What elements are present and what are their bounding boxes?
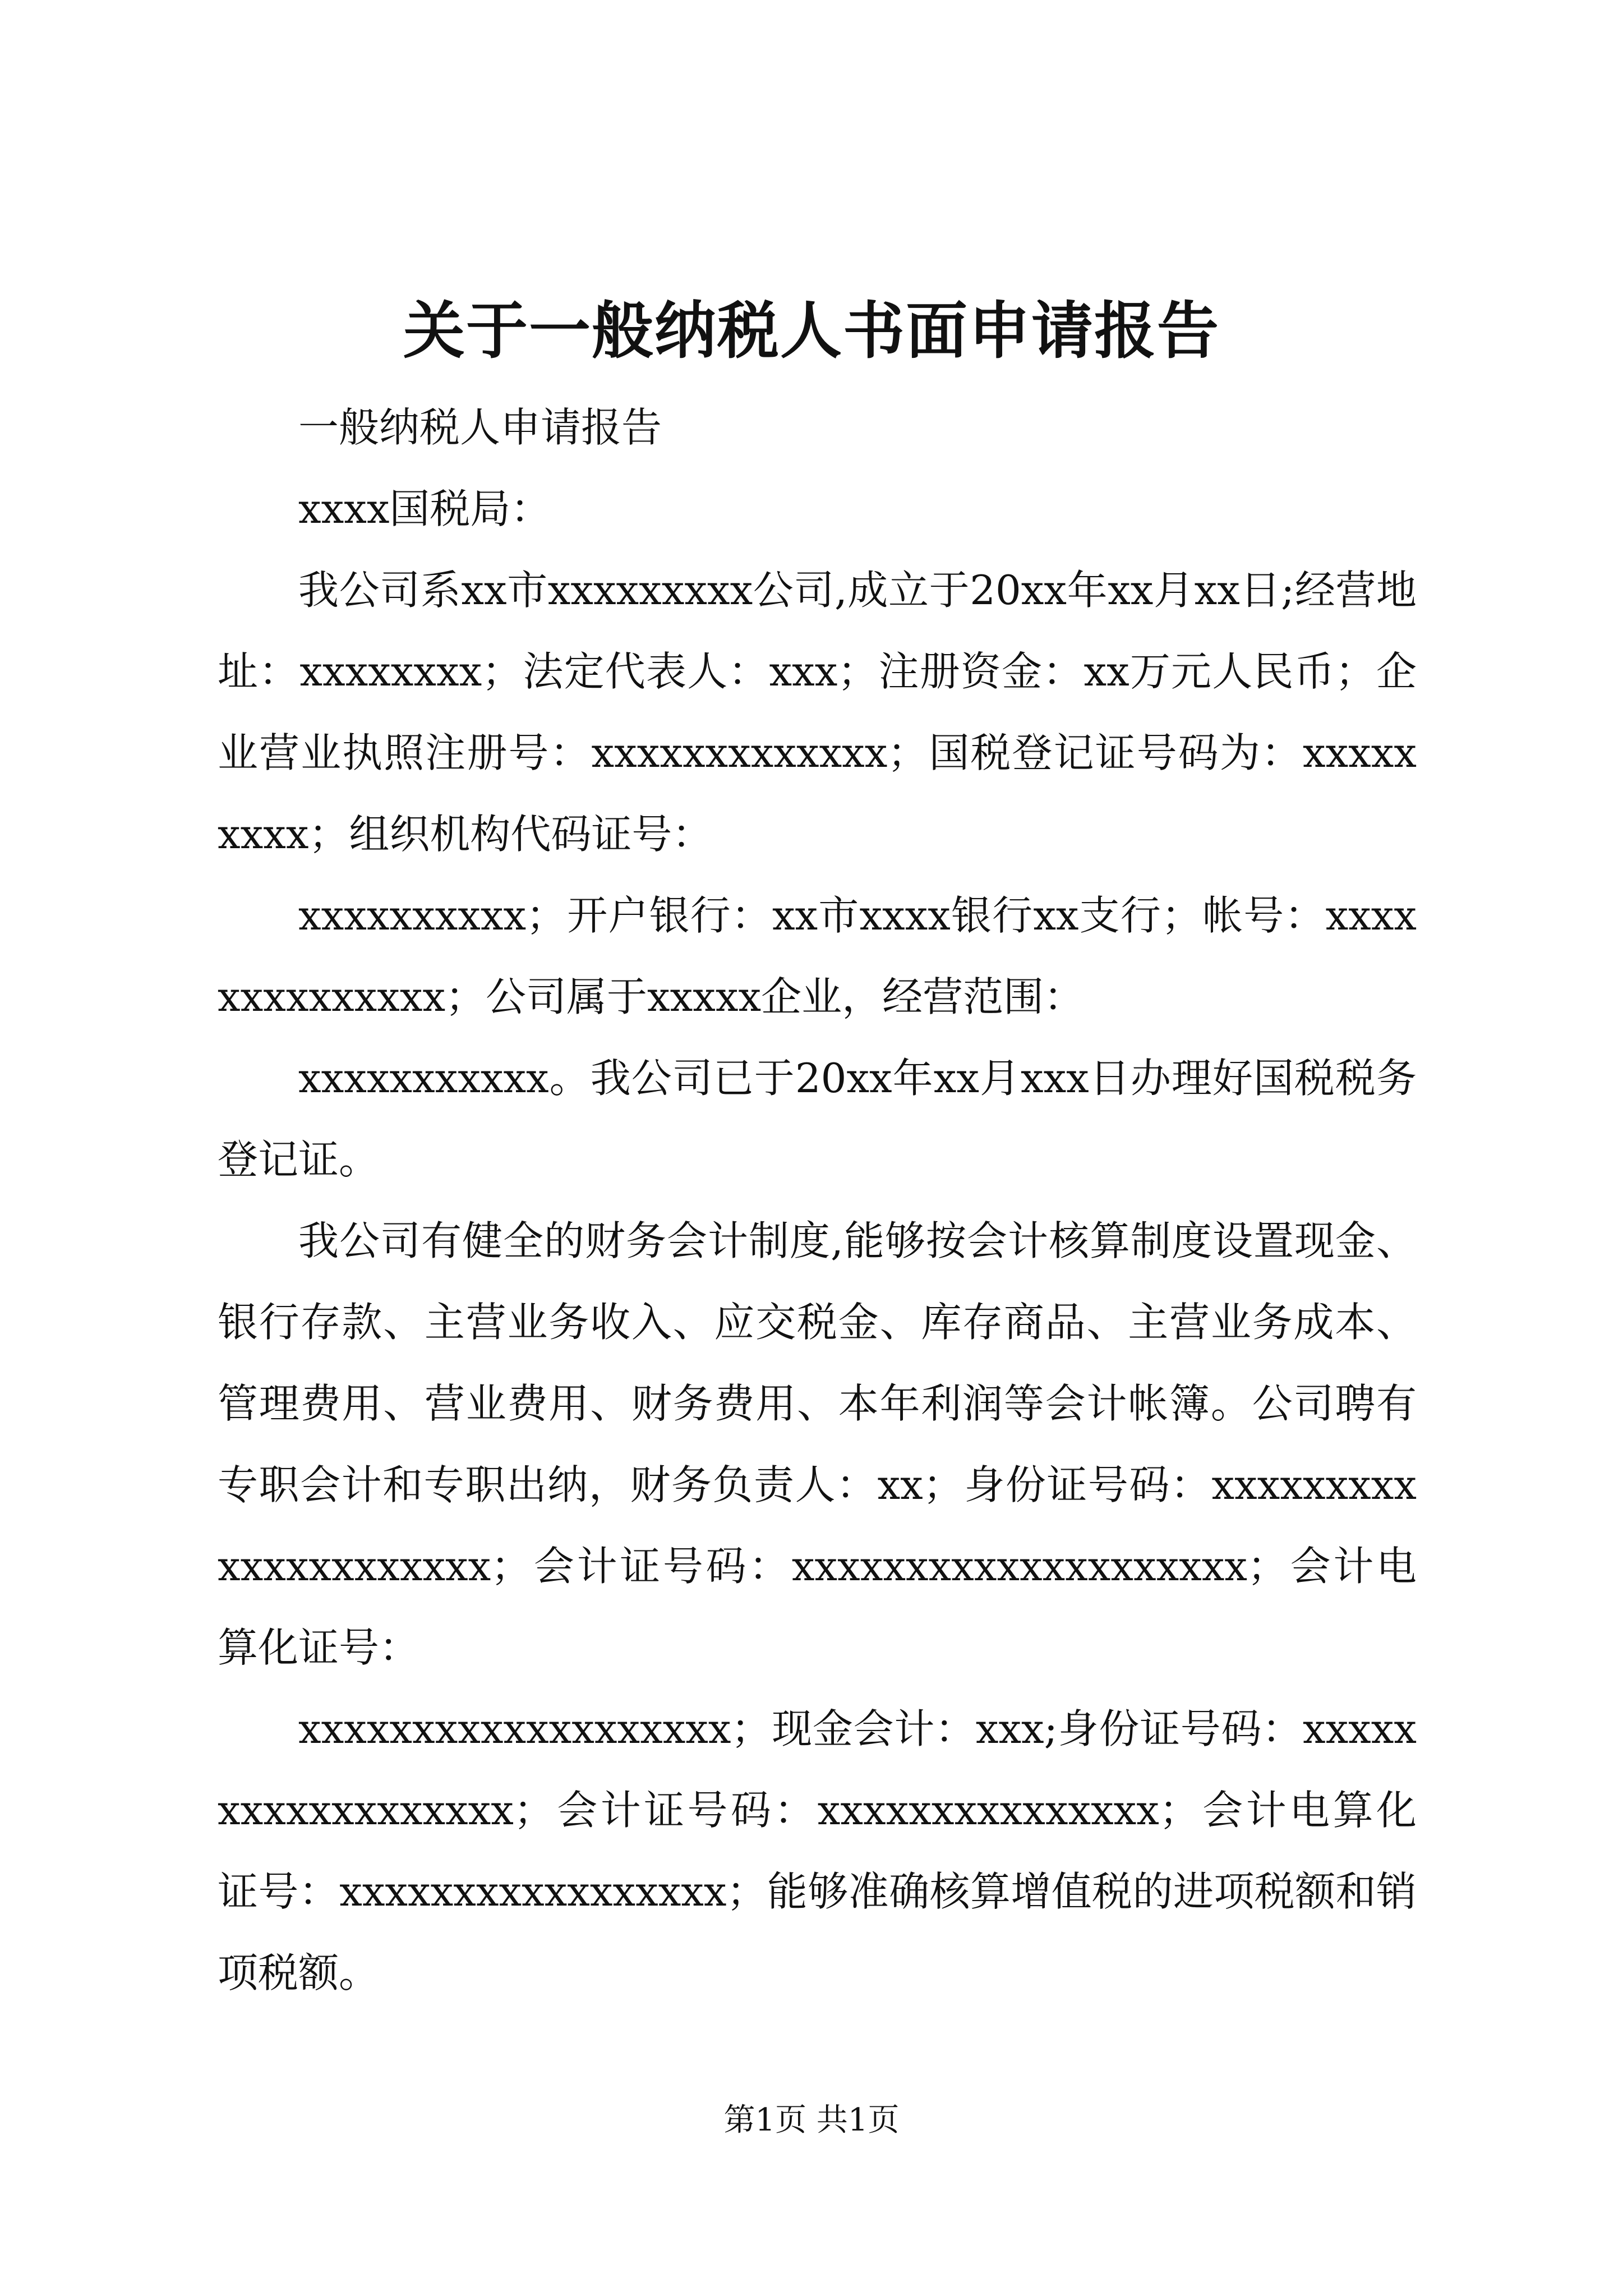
document-body bbox=[218, 387, 1417, 2014]
paragraph-bank-info: xxxxxxxxxx；开户银行：xx市xxxx银行xx支行；帐号：xxxxxxxxxxxxxx；公司属于xxxxx企业，经营范围： bbox=[218, 892, 1417, 1020]
paragraph-company-info: 我公司系xx市xxxxxxxxx公司,成立于20xx年xx月xx日;经营地址：xxxxxxxx；法定代表人：xxx；注册资金：xx万元人民币；企业营业执照注册号：xxxxxxxxxxxxx；国税登记证号码为：xxxxxxxxx；组织机构代码证号： bbox=[218, 567, 1417, 858]
paragraph-cashier: xxxxxxxxxxxxxxxxxxx；现金会计：xxx;身份证号码：xxxxxxxxxxxxxxxxxx；会计证号码：xxxxxxxxxxxxxxx；会计电算化证号：xxxxxxxxxxxxxxxxx；能够准确核算增值税的进项税额和销项税额。 bbox=[218, 1705, 1417, 1996]
page-footer: 第1页 共1页 bbox=[723, 2102, 900, 2138]
document-title: 关于一般纳税人书面申请报告 bbox=[403, 295, 1220, 367]
paragraph-heading: 一般纳税人申请报告 bbox=[298, 404, 662, 451]
paragraph-accounting: 我公司有健全的财务会计制度,能够按会计核算制度设置现金、银行存款、主营业务收入、应交税金、库存商品、主营业务成本、管理费用、营业费用、财务费用、本年利润等会计帐簿。公司聘有专职会计和专职出纳，财务负责人：xx；身份证号码：xxxxxxxxxxxxxxxxxxxxx；会计证号码：xxxxxxxxxxxxxxxxxxxx；会计电算化证号： bbox=[218, 1217, 1417, 1671]
paragraph-addressee: xxxx国税局： bbox=[298, 485, 551, 532]
paragraph-registration: xxxxxxxxxxx。我公司已于20xx年xx月xxx日办理好国税税务登记证。 bbox=[218, 1055, 1417, 1183]
